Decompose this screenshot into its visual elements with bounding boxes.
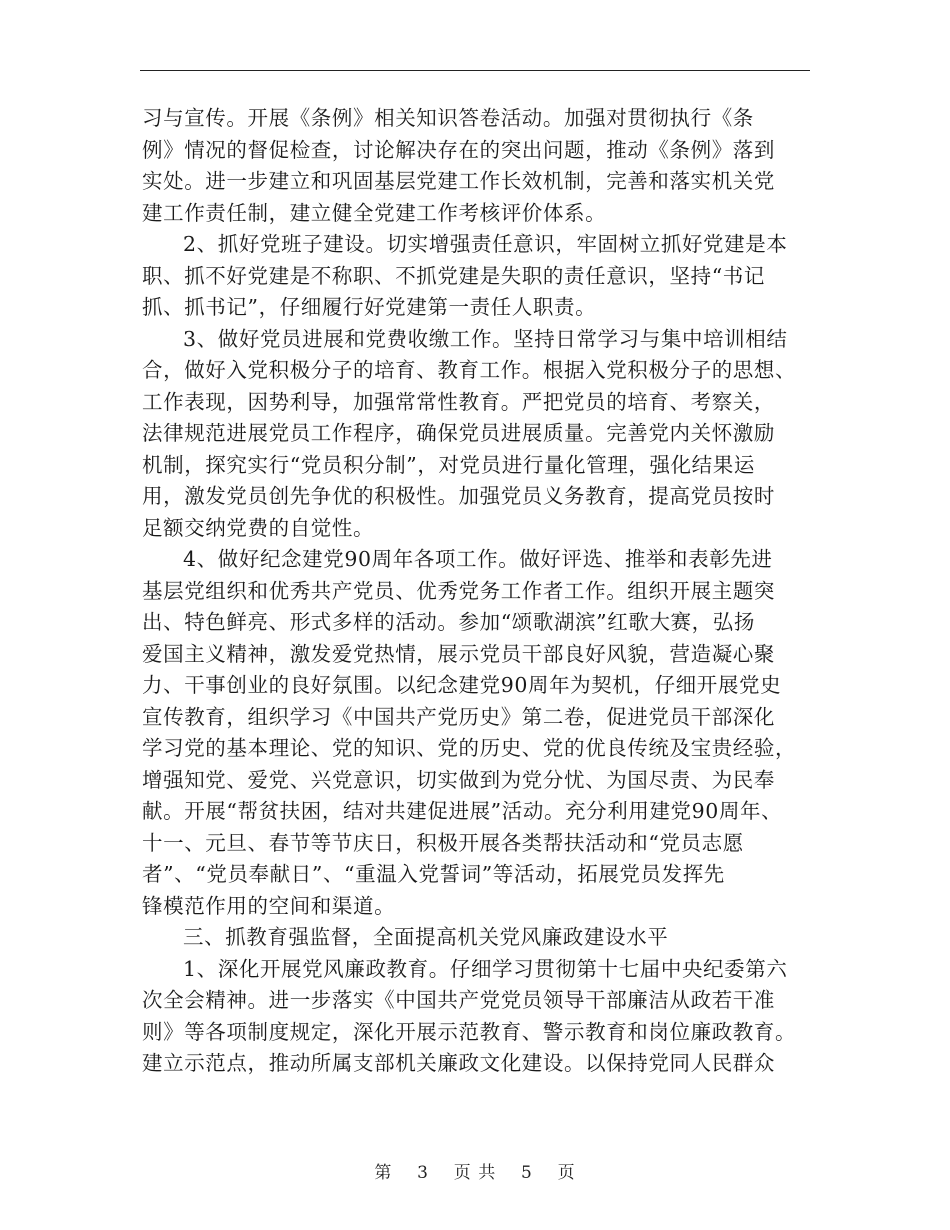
footer-prefix: 第 [374, 1163, 393, 1183]
text-line: 工作表现，因势利导，加强常常性教育。严把党员的培育、考察关， [142, 389, 775, 414]
text-line: 十一、元旦、春节等节庆日，积极开展各类帮扶活动和“党员志愿 [142, 830, 744, 855]
text-line: 力、干事创业的良好氛围。以纪念建党90周年为契机，仔细开展党史 [142, 673, 782, 697]
text-line: 锋模范作用的空间和渠道。 [142, 893, 396, 918]
text-line: 出、特色鲜亮、形式多样的活动。参加“颂歌湖滨”红歌大赛，弘扬 [142, 610, 755, 634]
paragraph-first-line: 4、做好纪念建党90周年各项工作。做好评选、推举和表彰先进 [183, 547, 773, 571]
page-footer [0, 1158, 950, 1183]
footer-total-pages: 5 [521, 1163, 533, 1183]
text-line: 学习党的基本理论、党的知识、党的历史、党的优良传统及宝贵经验， [142, 736, 797, 760]
text-line: 足额交纳党费的自觉性。 [142, 515, 375, 540]
header-rule [140, 70, 810, 71]
paragraph-first-line: 2、抓好党班子建设。切实增强责任意识，牢固树立抓好党建是本 [183, 232, 788, 256]
text-line: 次全会精神。进一步落实《中国共产党党员领导干部廉洁从政若干准 [142, 988, 775, 1012]
text-line: 合，做好入党积极分子的培育、教育工作。根据入党积极分子的思想、 [142, 358, 797, 382]
text-line: 则》等各项制度规定，深化开展示范教育、警示教育和岗位廉政教育。 [142, 1019, 797, 1044]
text-line: 职、抓不好党建是不称职、不抓党建是失职的责任意识，坚持“书记 [142, 263, 765, 288]
text-line: 法律规范进展党员工作程序，确保党员进展质量。完善党内关怀激励 [142, 421, 775, 445]
document-body [142, 103, 814, 1080]
text-line: 建立示范点，推动所属支部机关廉政文化建设。以保持党同人民群众 [142, 1051, 775, 1075]
text-line: 爱国主义精神，激发爱党热情，展示党员干部良好风貌，营造凝心聚 [142, 641, 775, 666]
text-line: 建工作责任制，建立健全党建工作考核评价体系。 [142, 200, 607, 225]
text-line: 用，激发党员创先争优的积极性。加强党员义务教育，提高党员按时 [142, 484, 775, 508]
paragraph-first-line: 3、做好党员进展和党费收缴工作。坚持日常学习与集中培训相结 [183, 326, 788, 351]
text-line: 实处。进一步建立和巩固基层党建工作长效机制，完善和落实机关党 [142, 169, 775, 193]
footer-mid: 页 共 [453, 1163, 497, 1183]
text-line: 机制，探究实行“党员积分制”，对党员进行量化管理，强化结果运 [142, 452, 755, 477]
footer-suffix: 页 [557, 1163, 576, 1183]
text-line: 献。开展“帮贫扶困，结对共建促进展”活动。充分利用建党90周年、 [142, 799, 783, 823]
footer-current-page: 3 [417, 1163, 429, 1183]
text-line: 基层党组织和优秀共产党员、优秀党务工作者工作。组织开展主题突 [142, 578, 775, 603]
paragraph-first-line: 三、抓教育强监督，全面提高机关党风廉政建设水平 [183, 925, 669, 949]
text-line: 例》情况的督促检查，讨论解决存在的突出问题，推动《条例》落到 [142, 137, 775, 162]
paragraph-first-line: 1、深化开展党风廉政教育。仔细学习贯彻第十七届中央纪委第六 [183, 956, 788, 981]
text-line: 习与宣传。开展《条例》相关知识答卷活动。加强对贯彻执行《条 [142, 106, 754, 130]
text-line: 宣传教育，组织学习《中国共产党历史》第二卷，促进党员干部深化 [142, 704, 775, 729]
text-line: 者”、“党员奉献日”、“重温入党誓词”等活动，拓展党员发挥先 [142, 862, 725, 886]
text-line: 抓、抓书记”，仔细履行好党建第一责任人职责。 [142, 295, 597, 319]
text-line: 增强知党、爱党、兴党意识，切实做到为党分忧、为国尽责、为民奉 [142, 767, 775, 792]
